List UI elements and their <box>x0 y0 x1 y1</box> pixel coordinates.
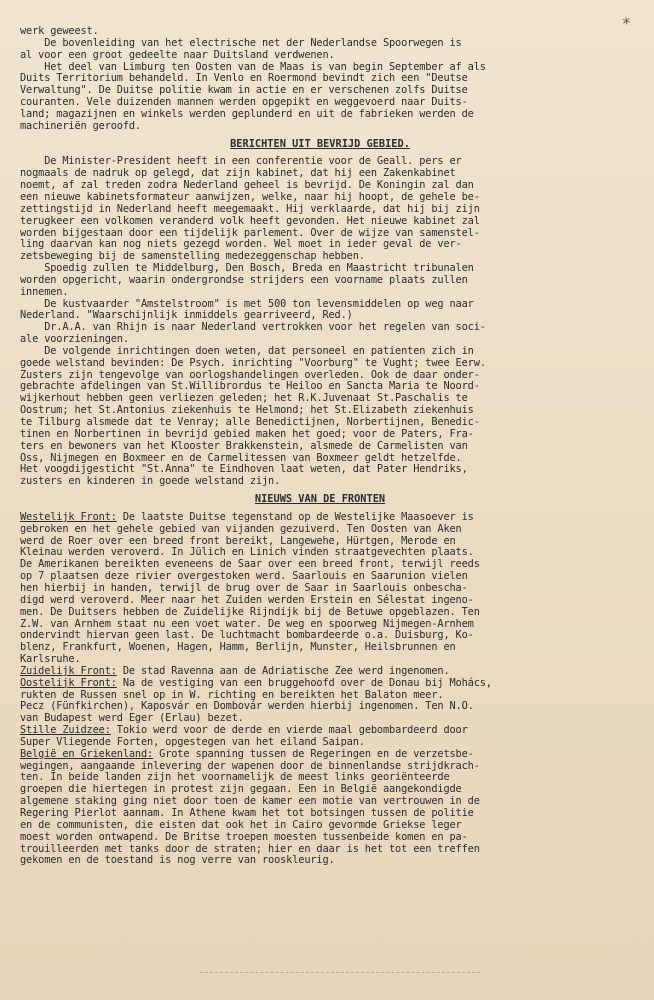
text-line: wijkerhout hebben geen verliezen geleden; het R.K.Juvenaat St.Paschalis te <box>20 392 468 405</box>
text-line: Z.W. van Arnhem staat nu een voet water. De weg en spoorweg Nijmegen-Arnhem <box>20 617 474 630</box>
document-body <box>20 26 620 867</box>
text-line: ling daarvan kan nog niets gezegd worden. Wel moet in ieder geval de ver- <box>20 238 462 251</box>
east-front-first-line: Na de vestiging van een bruggehoofd over de Donau bij Mohács, <box>116 676 492 689</box>
text-line: goede welstand bevinden: De Psych. inrichting "Voorburg" te Vught; twee Eerw. <box>20 356 486 369</box>
text-line: trouilleerden met tanks door de straten; hier en daar is het tot een treffen <box>20 842 480 855</box>
pacific-label: Stille Zuidzee: <box>20 724 111 737</box>
text-line: Het voogdijgesticht "St.Anna" te Eindhoven laat weten, dat Pater Hendriks, <box>20 463 468 476</box>
text-line: algemene staking ging niet door toen de kamer een motie van vertrouwen in de <box>20 795 480 808</box>
text-line: gebrachte afdelingen van St.Willibrordus te Heiloo en Sancta Maria te Noord- <box>20 380 480 393</box>
text-line: en de communisten, die eisten dat ook het in Cairo gevormde Griekse leger <box>20 818 462 831</box>
text-line: De volgende inrichtingen doen weten, dat personeel en patienten zich in <box>20 344 474 357</box>
text-line: wegingen, aangaande inlevering der wapenen door de binnenlandse strijdkrach- <box>20 759 480 772</box>
text-line: zusters en kinderen in goede welstand zijn. <box>20 475 281 488</box>
text-line: tinen en Norbertinen in bevrijd gebied maken het goed; voor de Paters, Fra- <box>20 427 474 440</box>
text-line: moest worden ontwapend. De Britse troepen moesten tussenbeide komen en pa- <box>20 830 468 843</box>
text-line: gebroken en het gehele gebied van vijanden gezuiverd. Ten Oosten van Aken <box>20 522 462 535</box>
text-line: Dr.A.A. van Rhijn is naar Nederland vertrokken voor het regelen van soci- <box>20 321 486 334</box>
text-line: De kustvaarder "Amstelstroom" is met 500 ton levensmiddelen op weg naar <box>20 297 474 310</box>
section-bevrijd-gebied <box>20 156 620 488</box>
page-mark: * <box>621 13 634 34</box>
text-line: innemen. <box>20 285 69 298</box>
text-line: land; magazijnen en winkels werden geplunderd en uit de fabrieken werden de <box>20 107 474 120</box>
text-line: Pecz (Fünfkirchen), Kaposvár en Dombovár werden hierbij ingenomen. Ten N.O. <box>20 700 474 713</box>
text-line: Nederland. "Waarschijnlijk inmiddels gearriveerd, Red.) <box>20 309 353 322</box>
text-line: Regering Pierlot aannam. In Athene kwam het tot botsingen tussen de politie <box>20 807 474 819</box>
text-line: terugkeer een volkomen veranderd volk heeft gevonden. Het nieuwe kabinet zal <box>20 214 480 227</box>
text-line: worden opgericht, waarin ondergrondse strijders een voorname plaats zullen <box>20 273 468 286</box>
pacific-block <box>20 725 620 749</box>
text-line: Het deel van Limburg ten Oosten van de Maas is van begin September af als <box>20 60 486 73</box>
west-front-label: Westelijk Front: <box>20 510 117 523</box>
text-line: ale voorzieningen. <box>20 333 129 346</box>
text-line: machineriën geroofd. <box>20 119 141 132</box>
text-line: Zusters zijn tengevolge van oorlogshandelingen overleden. Ook de daar onder- <box>20 368 480 381</box>
text-line: couranten. Vele duizenden mannen werden opgepikt en weggevoerd naar Duits- <box>20 96 468 109</box>
heading-bevrijd-gebied: BERICHTEN UIT BEVRIJD GEBIED. <box>230 137 410 150</box>
east-front-block <box>20 678 620 725</box>
text-line: digd werd veroverd. Meer naar het Zuiden werden Erstein en Sélestat ingeno- <box>20 593 474 606</box>
text-line: worden bijgestaan door een tijdelijk parlement. Over de wijze van samenstel- <box>20 226 480 239</box>
text-line: ters en bewoners van het Klooster Brakkenstein, alsmede de Carmelisten van <box>20 439 468 452</box>
west-front-block <box>20 512 620 666</box>
west-front-first-line: De laatste Duitse tegenstand op de Westelijke Maasoever is <box>116 510 474 523</box>
text-line: zetsbeweging bij de samenstelling medezeggenschap hebben. <box>20 250 365 263</box>
text-line: ten. In beide landen zijn het voornamelijk de meest links georiënteerde <box>20 771 450 784</box>
text-line: Verwaltung". De Duitse politie kwam in actie en er verschenen zolfs Duitse <box>20 84 468 97</box>
footer-rule <box>200 972 480 973</box>
text-line: Duits Territorium behandeld. In Venlo en Roermond bevindt zich een "Deutse <box>20 72 468 85</box>
text-line: Oostrum; het St.Antonius ziekenhuis te Helmond; het St.Elizabeth ziekenhuis <box>20 404 474 417</box>
text-line: op 7 plaatsen deze rivier overgestoken werd. Saarlouis en Saarunion vielen <box>20 570 468 583</box>
south-front-label: Zuidelijk Front: <box>20 664 117 677</box>
text-line: groepen die hiertegen in protest zijn gegaan. Een in België aangekondigde <box>20 783 462 796</box>
east-front-label: Oostelijk Front: <box>20 676 117 689</box>
text-line: werd de Roer over een breed front bereikt, Langewehe, Hürtgen, Merode en <box>20 534 456 547</box>
text-line: De Amerikanen bereikten eveneens de Saar over een breed front, terwijl reeds <box>20 558 480 571</box>
text-line: men. De Duitsers hebben de Zuidelijke Rijndijk bij de Betuwe opgeblazen. Ten <box>20 605 480 618</box>
text-line: nogmaals de nadruk op gelegd, dat zijn kabinet, dat hij een Zakenkabinet <box>20 167 456 180</box>
text-line: blenz, Frankfurt, Woenen, Hagen, Hamm, Berlijn, Munster, Heilsbrunnen en <box>20 641 456 654</box>
text-line: te Tilburg alsmede dat te Venray; alle Benedictijnen, Norbertijnen, Benedic- <box>20 416 480 428</box>
text-line: Karlsruhe. <box>20 653 81 666</box>
text-line: al voor een groot gedeelte naar Duitsland verdwenen. <box>20 48 335 61</box>
text-line: Super Vliegende Forten, opgestegen van het eiland Saipan. <box>20 735 365 748</box>
text-line: Kleinau werden veroverd. In Jülich en Linich vinden straatgevechten plaats. <box>20 546 474 559</box>
text-line: rukten de Russen snel op in W. richting en bereikten het Balaton meer. <box>20 688 444 701</box>
text-line: zettingstijd in Nederland heeft meegemaakt. Hij verklaarde, dat hij bij zijn <box>20 202 480 215</box>
text-line: De Minister-President heeft in een conferentie voor de Geall. pers er <box>20 155 462 168</box>
belgium-greece-block <box>20 749 620 867</box>
text-line: ondervindt hiervan geen last. De luchtmacht bombardeerde o.a. Duisburg, Ko- <box>20 629 474 642</box>
text-line: Oss, Nijmegen en Boxmeer en de Carmelitessen van Boxmeer geldt hetzelfde. <box>20 451 462 464</box>
pacific-first-line: Tokio werd voor de derde en vierde maal gebombardeerd door <box>110 724 468 737</box>
text-line: een nieuwe kabinetsformateur aanwijzen, welke, naar hij hoopt, de gehele be- <box>20 190 480 203</box>
text-line: Spoedig zullen te Middelburg, Den Bosch, Breda en Maastricht tribunalen <box>20 262 474 275</box>
text-line: noemt, af zal treden zodra Nederland geheel is bevrijd. De Koningin zal dan <box>20 179 474 192</box>
south-front-text: De stad Ravenna aan de Adriatische Zee werd ingenomen. <box>116 664 450 677</box>
text-line: hen hierbij in handen, terwijl de brug over de Saar in Saarlouis onbescha- <box>20 581 468 594</box>
text-line: werk geweest. <box>20 25 99 37</box>
text-line: van Budapest werd Eger (Erlau) bezet. <box>20 712 244 725</box>
belgium-greece-first-line: Grote spanning tussen de Regeringen en de verzetsbe- <box>153 747 474 760</box>
belgium-greece-label: België en Griekenland: <box>20 747 154 760</box>
section-intro <box>20 26 620 133</box>
text-line: De bovenleiding van het electrische net der Nederlandse Spoorwegen is <box>20 36 462 49</box>
text-line: gekomen en de toestand is nog verre van rooskleurig. <box>20 854 335 867</box>
heading-fronten: NIEUWS VAN DE FRONTEN <box>254 493 386 506</box>
